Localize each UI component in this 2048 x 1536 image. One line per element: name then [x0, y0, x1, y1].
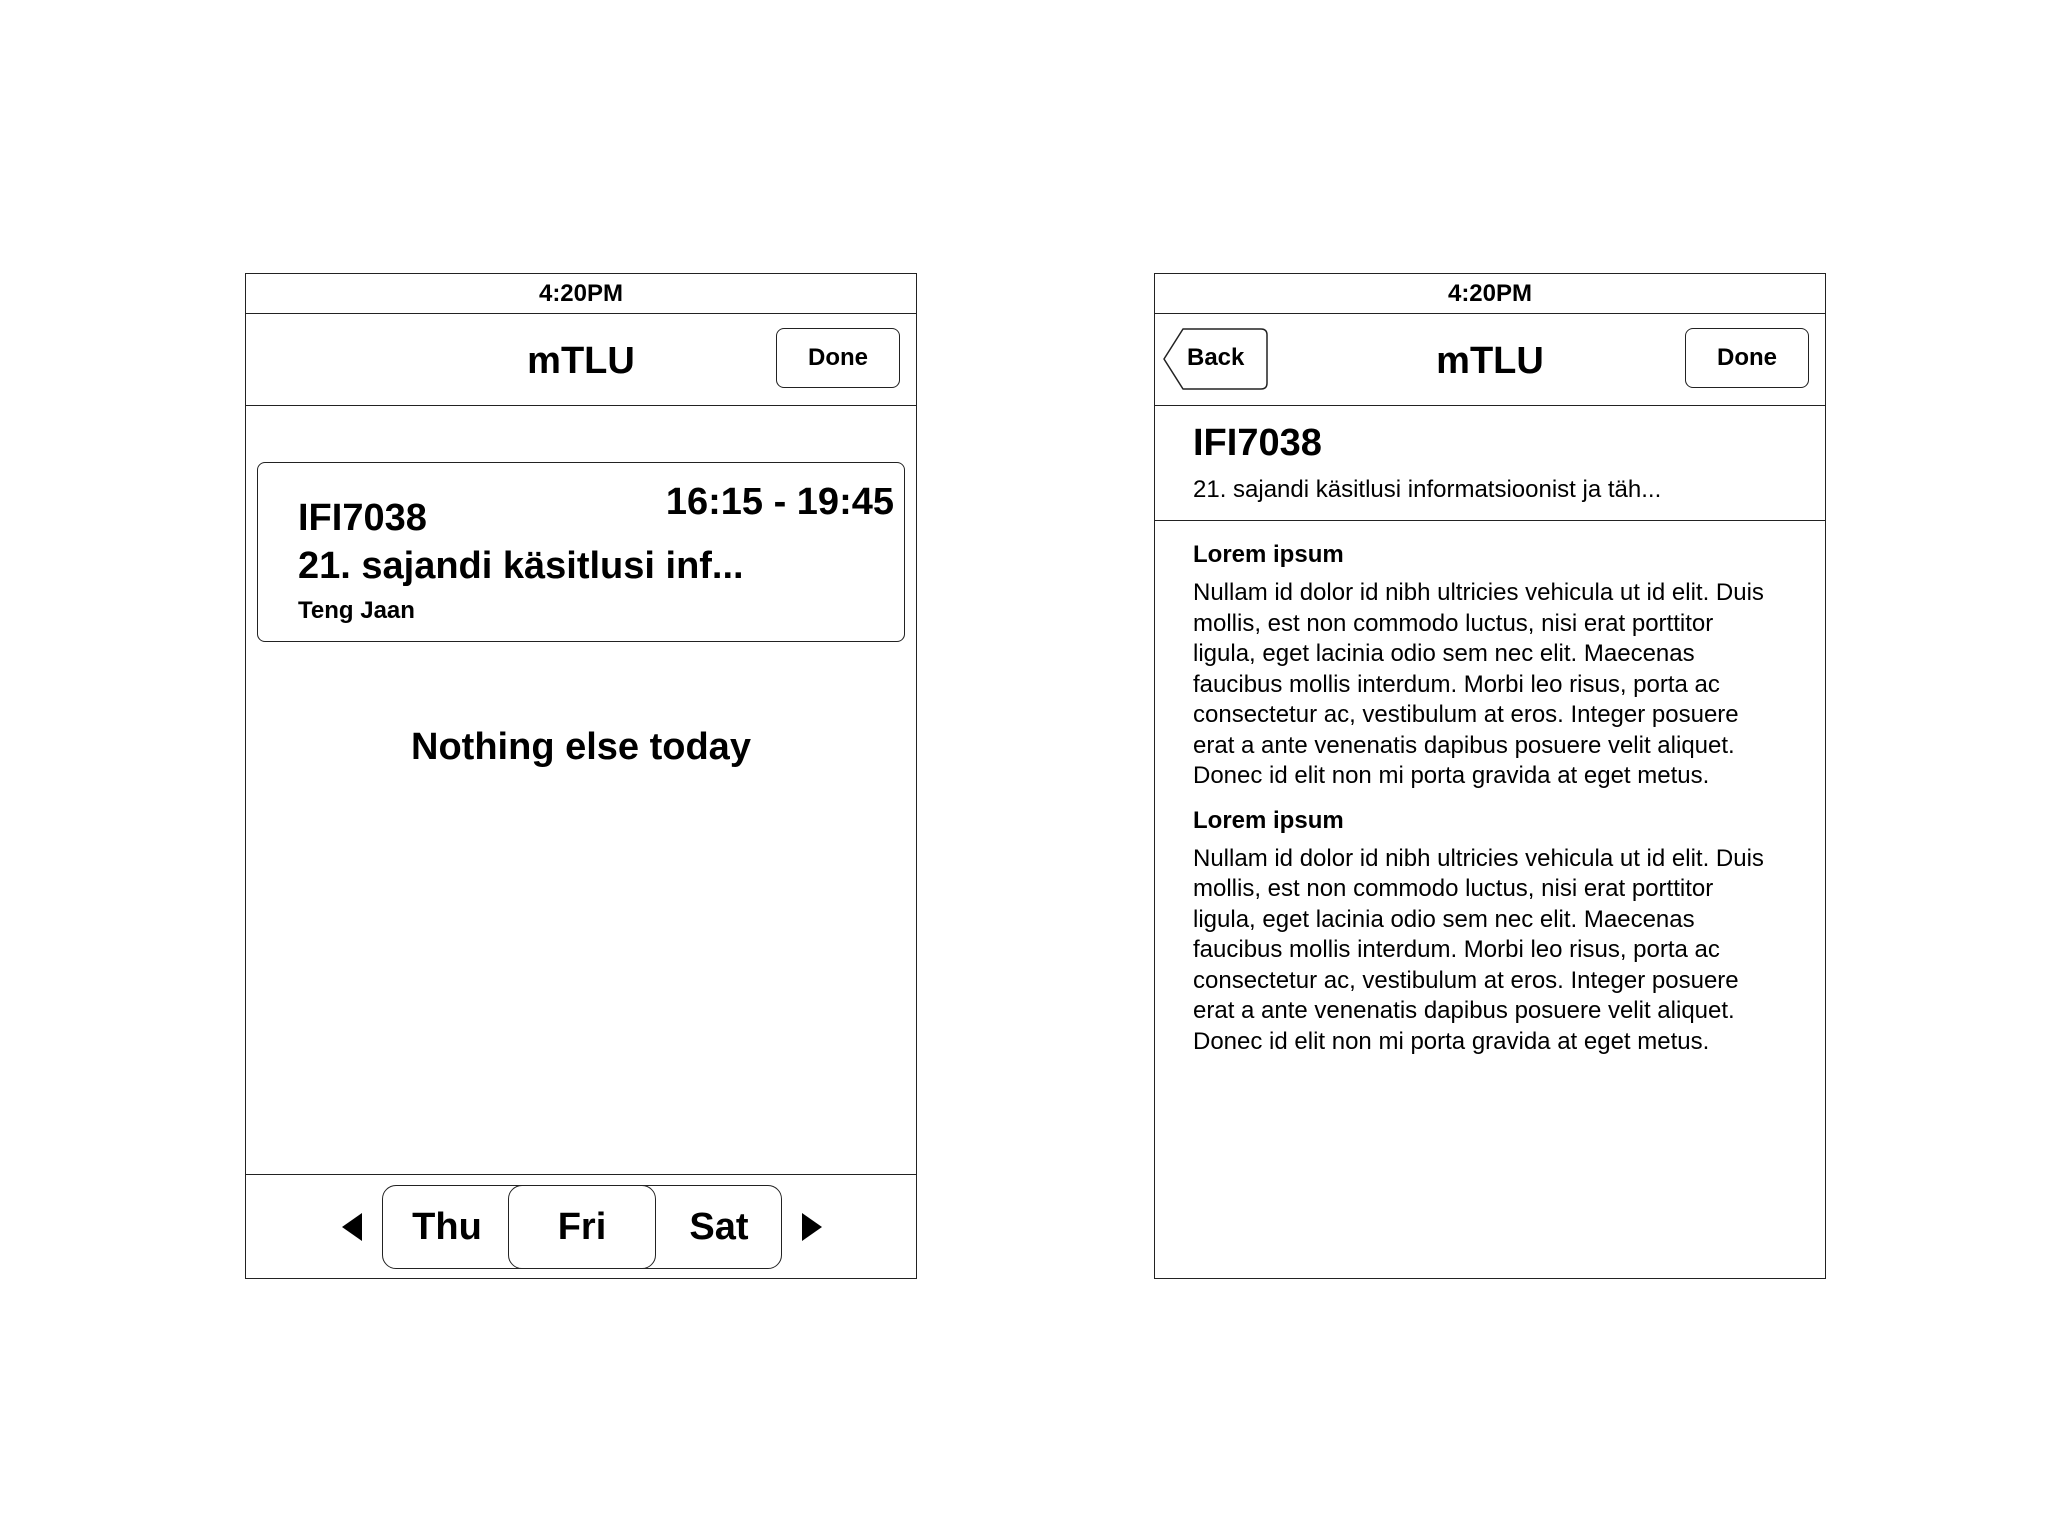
detail-screen: [1154, 273, 1826, 1279]
text-line: Donec id elit non mi porta gravida at eget metus.: [1193, 1027, 1710, 1055]
nav-bar: [246, 314, 916, 406]
back-button-label: Back: [1187, 344, 1245, 371]
text-line: erat a ante venenatis dapibus posuere velit aliquet.: [1193, 997, 1735, 1024]
text-line: mollis, est non commodo luctus, nisi erat porttitor: [1193, 875, 1714, 902]
schedule-screen: [245, 273, 917, 1279]
app-title: mTLU: [527, 340, 635, 382]
section-text: [1193, 844, 1803, 1058]
course-name: 21. sajandi käsitlusi informatsioonist ja täh...: [1193, 476, 1662, 503]
class-teacher: Teng Jaan: [298, 597, 415, 624]
class-card[interactable]: [257, 462, 905, 642]
course-header: [1155, 406, 1825, 521]
text-line: faucibus mollis interdum. Morbi leo risus, porta ac: [1193, 936, 1720, 963]
text-line: consectetur ac, vestibulum at eros. Integer posuere: [1193, 701, 1739, 728]
day-tab-fri[interactable]: Fri: [508, 1185, 656, 1269]
course-code: IFI7038: [1193, 422, 1322, 464]
class-time: 16:15 - 19:45: [665, 481, 894, 523]
text-line: erat a ante venenatis dapibus posuere velit aliquet.: [1193, 731, 1735, 759]
text-line: mollis, est non commodo luctus, nisi erat porttitor: [1193, 609, 1714, 637]
section-heading: Lorem ipsum: [1193, 806, 1344, 834]
status-time: 4:20PM: [1447, 279, 1533, 307]
section-text: [1193, 578, 1803, 792]
day-selector-bar: [246, 1174, 916, 1278]
status-bar: [1155, 274, 1825, 314]
section: [1193, 806, 1803, 1058]
text-line: ligula, eget lacinia odio sem nec elit. Maecenas: [1193, 640, 1695, 667]
text-line: ligula, eget lacinia odio sem nec elit. Maecenas: [1193, 905, 1695, 933]
done-button[interactable]: Done: [776, 328, 900, 388]
day-tab-sat[interactable]: Sat: [689, 1205, 749, 1248]
empty-message: Nothing else today: [411, 726, 751, 768]
status-bar: [246, 274, 916, 314]
arrow-right-icon[interactable]: [802, 1213, 822, 1241]
course-description: [1193, 540, 1803, 1071]
text-line: faucibus mollis interdum. Morbi leo risus, porta ac: [1193, 670, 1720, 698]
text-line: Donec id elit non mi porta gravida at eget metus.: [1193, 762, 1710, 789]
section: [1193, 540, 1803, 792]
text-line: Nullam id dolor id nibh ultricies vehicula ut id elit. Duis: [1193, 579, 1764, 606]
app-title: mTLU: [1436, 340, 1544, 382]
nav-bar: [1155, 314, 1825, 406]
section-heading: Lorem ipsum: [1193, 541, 1344, 568]
text-line: Nullam id dolor id nibh ultricies vehicula ut id elit. Duis: [1193, 844, 1764, 872]
class-code: IFI7038: [298, 497, 427, 539]
arrow-left-icon[interactable]: [342, 1213, 362, 1241]
status-time: 4:20PM: [538, 279, 624, 307]
done-button[interactable]: Done: [1685, 328, 1809, 388]
day-tab-thu[interactable]: Thu: [412, 1205, 482, 1248]
class-name: 21. sajandi käsitlusi inf...: [298, 545, 744, 587]
text-line: consectetur ac, vestibulum at eros. Integer posuere: [1193, 966, 1739, 994]
